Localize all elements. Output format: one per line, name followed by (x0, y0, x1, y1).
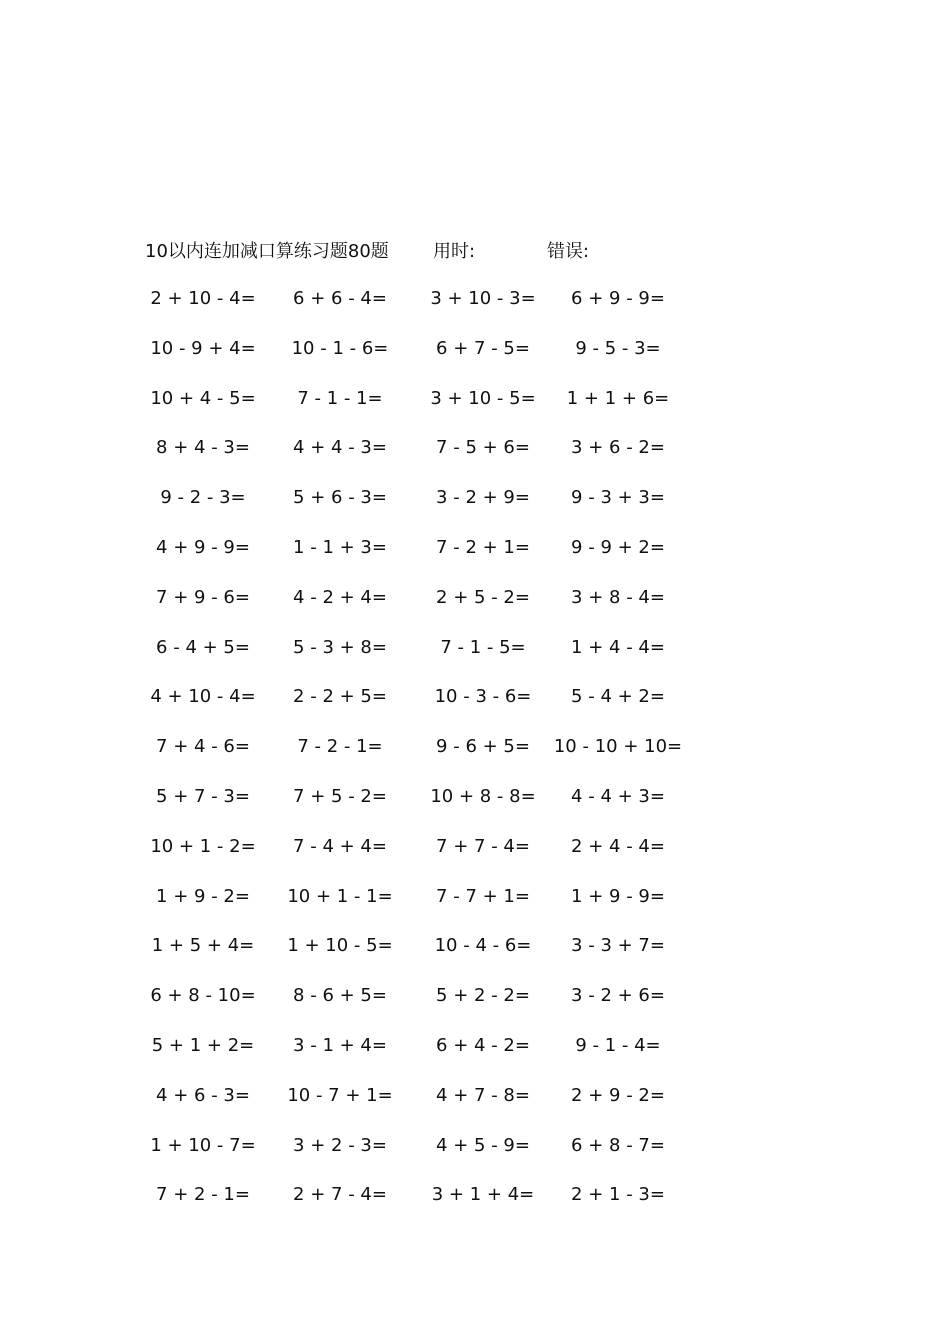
arithmetic-problem: 3 + 1 + 4= (431, 1184, 535, 1206)
arithmetic-problem: 9 - 1 - 4= (575, 1034, 661, 1056)
arithmetic-problem: 7 - 2 + 1= (436, 536, 530, 558)
arithmetic-problem: 7 + 9 - 6= (156, 586, 250, 608)
arithmetic-problem: 7 + 7 - 4= (436, 835, 530, 857)
arithmetic-problem: 9 - 3 + 3= (571, 487, 665, 509)
arithmetic-problem: 9 - 9 + 2= (571, 536, 665, 558)
arithmetic-problem: 10 + 4 - 5= (150, 387, 256, 409)
arithmetic-problem: 7 - 1 - 1= (297, 387, 383, 409)
arithmetic-problem: 2 + 4 - 4= (571, 835, 665, 857)
time-used-label: 用时: (433, 241, 476, 262)
arithmetic-problem: 4 + 4 - 3= (293, 437, 387, 459)
arithmetic-problem: 6 + 7 - 5= (436, 337, 530, 359)
arithmetic-problem: 6 + 8 - 10= (150, 985, 256, 1007)
arithmetic-problem: 7 - 4 + 4= (293, 835, 387, 857)
arithmetic-problem: 2 + 5 - 2= (436, 586, 530, 608)
arithmetic-problem: 3 + 10 - 3= (430, 288, 536, 309)
arithmetic-problem: 9 - 5 - 3= (575, 337, 661, 359)
problem-row (0, 634, 950, 684)
arithmetic-problem: 5 + 6 - 3= (293, 487, 387, 509)
arithmetic-problem: 3 - 3 + 7= (571, 935, 665, 957)
arithmetic-problem: 1 - 1 + 3= (293, 536, 387, 558)
arithmetic-problem: 9 - 2 - 3= (160, 487, 246, 509)
arithmetic-problem: 4 + 6 - 3= (156, 1084, 250, 1106)
arithmetic-problem: 10 - 9 + 4= (150, 337, 256, 359)
problem-row (0, 385, 950, 435)
arithmetic-problem: 5 + 7 - 3= (156, 785, 250, 807)
problem-row (0, 733, 950, 783)
arithmetic-problem: 10 + 1 - 1= (287, 885, 393, 907)
arithmetic-problem: 3 + 8 - 4= (571, 586, 665, 608)
problem-row (0, 783, 950, 833)
arithmetic-problem: 10 - 3 - 6= (434, 686, 532, 708)
arithmetic-problem: 3 - 2 + 6= (571, 985, 665, 1007)
arithmetic-problem: 10 - 4 - 6= (434, 935, 532, 957)
arithmetic-problem: 6 + 9 - 9= (571, 288, 665, 309)
arithmetic-problem: 10 - 1 - 6= (291, 337, 389, 359)
arithmetic-problem: 4 + 5 - 9= (436, 1134, 530, 1156)
problem-row (0, 883, 950, 933)
arithmetic-problem: 7 - 2 - 1= (297, 736, 383, 758)
arithmetic-problem: 5 + 2 - 2= (436, 985, 530, 1007)
arithmetic-problem: 1 + 10 - 7= (150, 1134, 256, 1156)
problem-row (0, 434, 950, 484)
arithmetic-problem: 2 - 2 + 5= (293, 686, 387, 708)
arithmetic-problem: 3 + 6 - 2= (571, 437, 665, 459)
arithmetic-problem: 6 + 8 - 7= (571, 1134, 665, 1156)
errors-label: 错误: (547, 241, 590, 262)
arithmetic-problem: 5 - 4 + 2= (571, 686, 665, 708)
arithmetic-problem: 7 - 7 + 1= (436, 885, 530, 907)
worksheet-header (145, 236, 589, 264)
problem-row (0, 1032, 950, 1082)
arithmetic-problem: 3 - 2 + 9= (436, 487, 530, 509)
arithmetic-problem: 4 + 10 - 4= (150, 686, 256, 708)
arithmetic-problem: 5 + 1 + 2= (151, 1034, 255, 1056)
problem-row (0, 1132, 950, 1182)
arithmetic-problem: 10 - 7 + 1= (287, 1084, 393, 1106)
arithmetic-problem: 7 - 5 + 6= (436, 437, 530, 459)
problem-row (0, 534, 950, 584)
problem-row (0, 683, 950, 733)
arithmetic-problem: 9 - 6 + 5= (436, 736, 530, 758)
arithmetic-problem: 7 + 4 - 6= (156, 736, 250, 758)
arithmetic-problem: 10 + 1 - 2= (150, 835, 256, 857)
problem-row (0, 1082, 950, 1132)
problem-row (0, 833, 950, 883)
problem-grid (0, 285, 950, 1231)
arithmetic-problem: 1 + 5 + 4= (151, 935, 255, 957)
arithmetic-problem: 4 - 2 + 4= (293, 586, 387, 608)
arithmetic-problem: 3 + 2 - 3= (293, 1134, 387, 1156)
arithmetic-problem: 1 + 10 - 5= (287, 935, 393, 957)
arithmetic-problem: 6 + 4 - 2= (436, 1034, 530, 1056)
arithmetic-problem: 4 - 4 + 3= (571, 785, 665, 807)
arithmetic-problem: 7 + 2 - 1= (156, 1184, 250, 1206)
problem-row (0, 1181, 950, 1231)
arithmetic-problem: 7 - 1 - 5= (440, 636, 526, 658)
arithmetic-problem: 1 + 1 + 6= (566, 387, 670, 409)
problem-row (0, 285, 950, 335)
problem-row (0, 584, 950, 634)
arithmetic-problem: 2 + 7 - 4= (293, 1184, 387, 1206)
arithmetic-problem: 6 + 6 - 4= (293, 288, 387, 309)
arithmetic-problem: 2 + 1 - 3= (571, 1184, 665, 1206)
arithmetic-problem: 8 + 4 - 3= (156, 437, 250, 459)
arithmetic-problem: 10 - 10 + 10= (553, 736, 683, 758)
problem-row (0, 982, 950, 1032)
arithmetic-problem: 5 - 3 + 8= (293, 636, 387, 658)
arithmetic-problem: 1 + 9 - 9= (571, 885, 665, 907)
arithmetic-problem: 3 - 1 + 4= (293, 1034, 387, 1056)
arithmetic-problem: 2 + 9 - 2= (571, 1084, 665, 1106)
arithmetic-problem: 8 - 6 + 5= (293, 985, 387, 1007)
arithmetic-problem: 3 + 10 - 5= (430, 387, 536, 409)
problem-row (0, 484, 950, 534)
arithmetic-problem: 2 + 10 - 4= (150, 288, 256, 309)
arithmetic-problem: 1 + 9 - 2= (156, 885, 250, 907)
arithmetic-problem: 1 + 4 - 4= (571, 636, 665, 658)
worksheet-title: 10以内连加减口算练习题80题 (145, 241, 389, 262)
arithmetic-problem: 7 + 5 - 2= (293, 785, 387, 807)
arithmetic-problem: 10 + 8 - 8= (430, 785, 536, 807)
arithmetic-problem: 6 - 4 + 5= (156, 636, 250, 658)
arithmetic-problem: 4 + 7 - 8= (436, 1084, 530, 1106)
problem-row (0, 335, 950, 385)
problem-row (0, 932, 950, 982)
arithmetic-problem: 4 + 9 - 9= (156, 536, 250, 558)
